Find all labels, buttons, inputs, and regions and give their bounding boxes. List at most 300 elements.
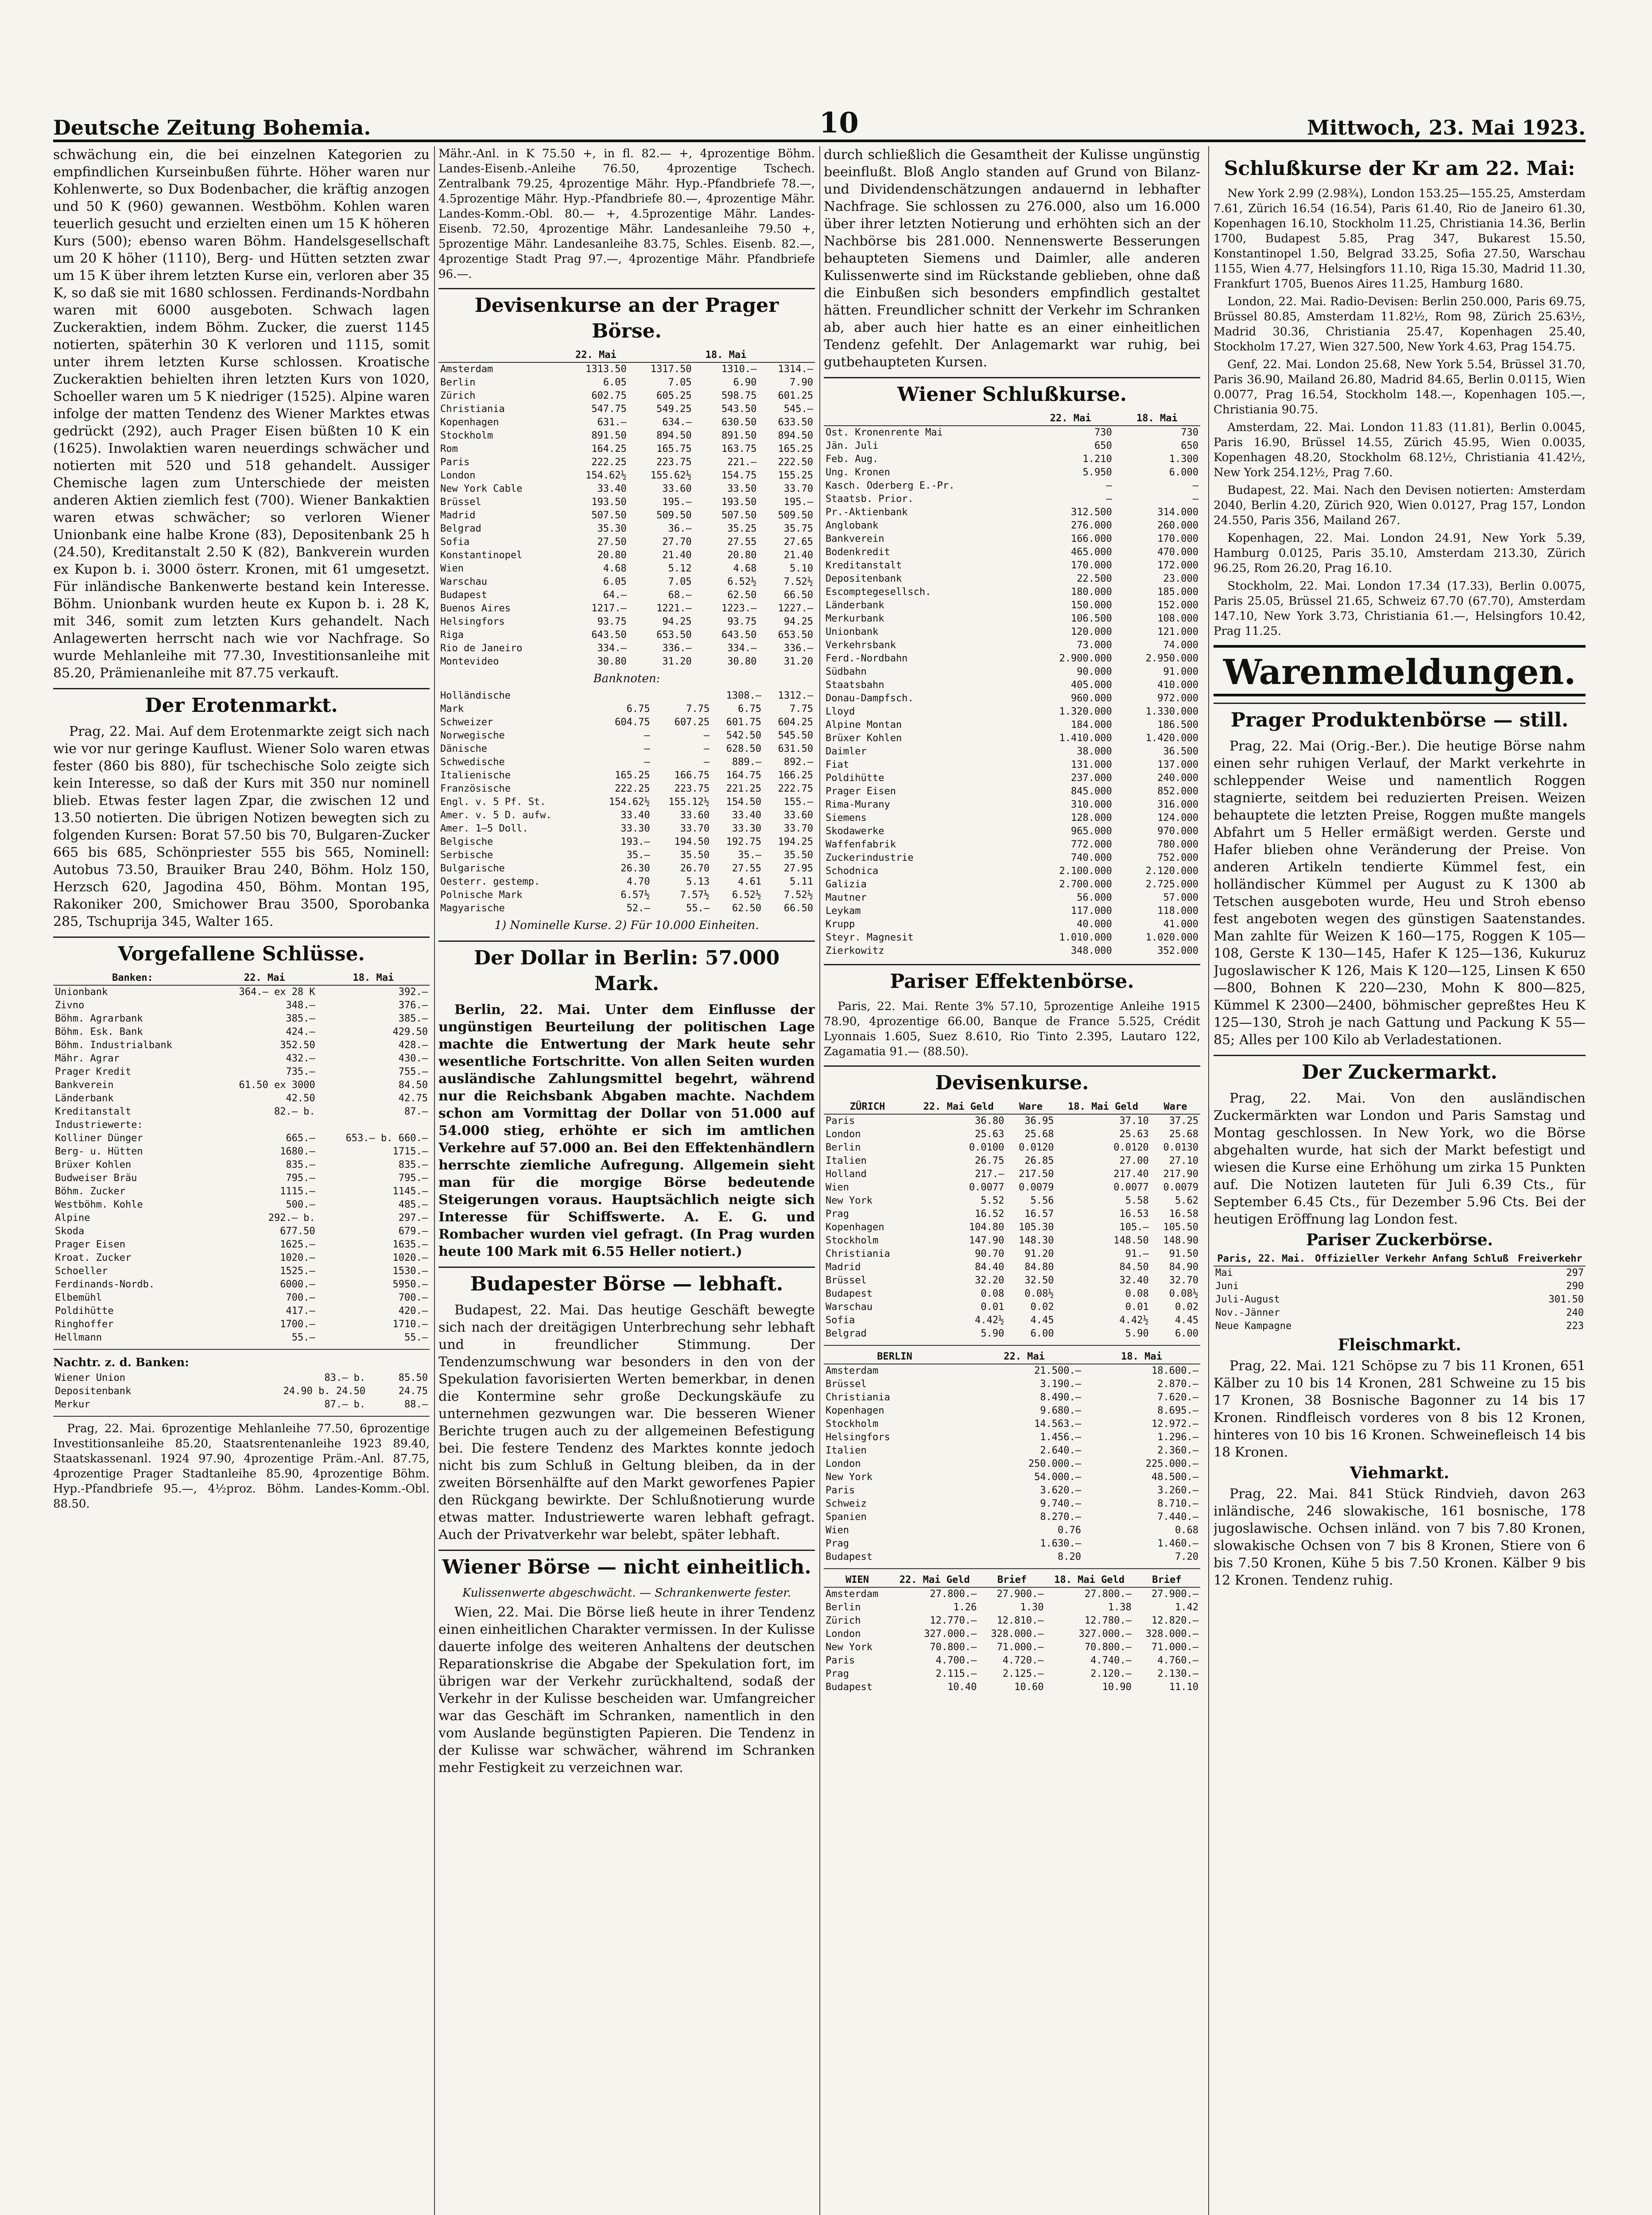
table-cell: Prager Eisen [826,786,896,797]
table-cell: 70.800.— [930,1642,977,1653]
table-cell: — [1106,494,1112,505]
article-text: Budapest, 22. Mai. Das heutige Geschäft bewegte sich nach der dreitägigen Unterbrechung sehr lebhaft und in freundlicher Stimmung. Der Tendenzumschwung war besonders in den von der Spekulation favorisierten Werten bemerkbar, in denen die Kontermine sehr große Deckungskäufe zu unternehmen gezwungen war. Die besseren Wiener Berichte trugen auch zu der allgemeinen Befestigung bei. Die festere Tendenz des Marktes konnte jedoch nicht bis zum Schluß in Geltung bleiben, da in der zweiten Börsenhälfte auf den Markt geworfenes Papier den Rückgang bewirkte. Der Schlußnotierung wurde etwas matter. Industriewerte waren lebhaft gefragt. Auch der Privatverkehr war belebt, später lebhaft. [438,1302,815,1543]
table-cell: 31.20 [783,656,813,667]
table-cell: 62.50 [732,903,762,914]
table-cell: 8.695.— [1157,1405,1198,1416]
table-cell: 16.57 [1024,1209,1054,1220]
table-row [438,362,815,376]
table-cell: Juli-August [1215,1294,1280,1305]
table-cell: 1145.— [392,1186,428,1197]
column-3 [824,146,1200,2215]
table-cell: Ung. Kronen [826,467,890,478]
table-cell: 21.500.— [1034,1365,1082,1376]
table-cell: 20.80 [597,550,627,561]
table-cell: 405.000 [1071,680,1112,691]
table-cell: 2.870.— [1157,1379,1198,1390]
table-cell: 240.000 [1157,773,1198,784]
table-cell: Prag [826,1538,849,1549]
table-cell: 20.80 [727,550,757,561]
table-cell: 432.— [286,1053,315,1064]
table-cell: 6.00 [1030,1328,1054,1339]
table-cell: Staatsb. Prior. [826,494,914,505]
table-cell: 104.80 [969,1222,1004,1233]
table-cell: Poldihütte [55,1306,114,1317]
table-cell: 36.500 [1163,746,1198,757]
table-row [53,1092,430,1105]
table-cell: Hellmann [55,1332,102,1343]
table-cell: 33.70 [783,483,813,494]
table-cell: 0.02 [1030,1302,1054,1313]
table-row [53,1318,430,1331]
table-row [53,1065,430,1079]
table-cell: 154.50 [726,797,762,808]
table-cell: Kopenhagen [826,1222,884,1233]
table-cell: 392.— [398,987,428,998]
table-cell: Unionbank [55,987,108,998]
table-cell: Länderbank [826,600,884,611]
table-cell: 84.40 [975,1262,1004,1273]
table-row [53,1265,430,1278]
table-cell [317,1119,430,1132]
table-cell: 1.300 [1169,454,1198,465]
table-cell: 653.50 [778,630,813,641]
table-cell: 74.000 [1163,640,1198,651]
table-cell: 195.— [662,497,692,508]
table-row [824,944,1200,958]
table-cell: Belgische [440,836,493,847]
table-row [824,719,1200,732]
table-cell: Bodenkredit [826,547,890,558]
table-cell: 84.50 [398,1080,428,1091]
table-cell: 0.01 [981,1302,1004,1313]
divider [824,1568,1200,1569]
table-cell: 57.000 [1163,892,1198,903]
table-cell: 509.50 [778,510,813,521]
table-header-cell: WIEN [824,1574,891,1587]
table-cell: London [826,1129,861,1140]
table-header-cell: Banken: [53,971,212,985]
table-cell: 26.30 [620,863,650,874]
table-cell: 276.000 [1071,520,1112,531]
divider [53,1349,430,1350]
table-cell: 5.62 [1175,1195,1198,1206]
table-header-cell: 18. Mai [317,971,430,985]
table-cell: Serbische [440,850,493,861]
table-cell: 424.— [286,1026,315,1038]
table-cell: 7.75 [790,703,813,715]
table-cell: 1.210 [1082,454,1112,465]
table-cell: 290 [1566,1281,1584,1292]
table-cell: 0.0079 [1163,1182,1198,1193]
table-cell: 772.000 [1071,839,1112,850]
table-cell: Bulgarische [440,863,505,874]
table-cell: Christiania [826,1248,890,1259]
table-cell: 1314.— [778,364,813,375]
table-cell: Zürich [440,390,476,401]
table-cell: 33.30 [620,823,650,834]
table-cell: 543.50 [721,404,757,415]
table-cell: 1525.— [280,1266,315,1277]
table-cell: Zivno [55,1000,85,1011]
table-cell: 650 [1181,440,1198,451]
table-cell: — [1192,480,1198,491]
article-text: durch schließlich die Gesamtheit der Kulisse ungünstig beeinflußt. Bloß Anglo standen auf Grund von Bilanz- und Dividendenschätzungen andauernd in lebhafter Nachfrage. Sie schlossen zu 276.000, also um 16.000 über ihrer letzten Notierung und erhöhten sich an der Nachbörse bis 281.000. Nennenswerte Besserungen behaupteten Siemens und Daimler, alle anderen Kulissenwerte sind im Rückstande geblieben, ohne daß die Einbußen sich besonders empfindlich gestaltet hätten. Freundlicher schnitt der Verkehr im Schranken ab, aber auch hier hatte es an einer einheitlichen Tendenz gefehlt. Der Anlagemarkt war ruhig, bei gutbehaupteten Kursen. [824,147,1200,370]
table-cell: 889.— [732,757,762,768]
table-cell: 84.90 [1169,1262,1198,1273]
table-cell: 1.330.000 [1145,706,1198,717]
table-cell: 2.100.000 [1059,866,1112,877]
table-cell: 430.— [398,1053,428,1064]
table-cell: 5.950 [1082,467,1112,478]
table-cell: Kreditanstalt [826,560,902,571]
table-cell: 2.120.000 [1145,866,1198,877]
table-header-cell: 22. Mai [1028,412,1114,426]
table-cell: 960.000 [1071,693,1112,704]
article-text: New York 2.99 (2.98¾), London 153.25—155.25, Amsterdam 7.61, Zürich 16.54 (16.54), Paris 61.40, Rio de Janeiro 61.30, Kopenhagen 16.10, Stockholm 11.25, Christiania 14.36, Berlin 1700, Budapest 5.85, Prag 347, Bukarest 15.50, Konstantinopel 1.50, Belgrad 33.25, Sofia 27.50, Warschau 1155, Wien 4.77, Helsingfors 11.10, Riga 15.30, Madrid 11.30, Frankfurt 1705, Buenos Aires 11.25, Hamburg 1680. [1214,187,1586,291]
table-cell: Sofia [826,1315,855,1326]
table-cell: 6000.— [280,1279,315,1290]
article-text: Prag, 22. Mai. 121 Schöpse zu 7 bis 11 Kronen, 651 Kälber zu 10 bis 14 Kronen, 281 Schweine zu 15 bis 17 Kronen, 38 Bosnische Bagonner zu 14 bis 17 Kronen. Rindfleisch vorderes von 8 bis 12 Kronen, hinteres von 10 bis 16 Kronen. Schweinefleisch 14 bis 18 Kronen. [1214,1358,1586,1460]
table-cell: 108.000 [1157,613,1198,624]
table-row [824,1194,1200,1208]
table-cell: 6.57½ [620,890,650,901]
table-cell: Amer. v. 5 D. aufw. [440,810,552,821]
table-row [824,1274,1200,1287]
table-row [53,1039,430,1052]
table-cell: Ost. Kronenrente Mai [826,427,943,438]
table-cell: 35.— [738,850,762,861]
table-row [824,1431,1200,1444]
table-cell: 2.725.000 [1145,879,1198,890]
table-cell: 1.460.— [1157,1538,1198,1549]
table-cell: 26.70 [680,863,710,874]
table-cell: 148.50 [1113,1235,1149,1246]
table-cell: 2.360.— [1157,1445,1198,1456]
table-cell: 1.630.— [1040,1538,1082,1549]
table-row [438,689,815,703]
table-cell: 835.— [286,1159,315,1170]
table-cell: Rom [440,443,458,455]
table-cell: Ferd.-Nordbahn [826,653,908,664]
table-cell: 33.70 [783,823,813,834]
table-row [53,1105,430,1119]
table-cell: 37.10 [1119,1115,1149,1127]
table-cell: 82.— b. [274,1106,315,1117]
table-cell: 56.000 [1077,892,1112,903]
table-row [824,559,1200,572]
table-cell: Riga [440,630,464,641]
table-cell: 7.52½ [783,890,813,901]
table-cell: 55.— [291,1332,315,1343]
section-heading: Vorgefallene Schlüsse. [53,937,430,967]
table-header-cell: 18. Mai [1114,412,1200,426]
table-cell: 4.42½ [975,1315,1004,1326]
table-header-cell: Paris, 22. Mai. [1214,1252,1309,1266]
table-row [1214,1280,1586,1293]
table-cell: 633.50 [778,417,813,428]
table-cell: Amer. 1—5 Doll. [440,823,528,834]
table-cell: 193.50 [591,497,627,508]
table-cell: Feb. Aug. [826,454,879,465]
table-cell: 2.115.— [935,1668,977,1679]
table-cell: 549.25 [656,404,692,415]
table-row [824,1327,1200,1341]
section-heading: Devisenkurse. [824,1065,1200,1096]
table-cell: Italienische [440,770,511,781]
table-cell: 8.710.— [1157,1498,1198,1509]
table-cell: Prag [826,1668,849,1679]
table-row [53,1172,430,1185]
table-cell: Daimler [826,746,867,757]
table-cell: Spanien [826,1512,867,1523]
table-row [438,875,815,889]
table-cell: Budapest [440,590,487,601]
table-cell: Amsterdam [826,1365,879,1376]
section-heading: Warenmeldungen. [1214,645,1586,696]
table-row [824,519,1200,532]
table-cell: 16.58 [1169,1209,1198,1220]
table-cell: 32.40 [1119,1275,1149,1286]
table-row [53,1385,430,1398]
table-cell: 27.70 [662,536,692,548]
table-cell: 26.75 [975,1155,1004,1166]
section-heading: Devisenkurse an der Prager Börse. [438,288,815,344]
table-header-cell [628,349,694,362]
table-cell: 27.65 [783,536,813,548]
table-cell: Rio de Janeiro [440,643,523,654]
wien-table [824,1574,1200,1694]
table-cell: 352.000 [1157,945,1198,956]
table-cell: 42.75 [398,1093,428,1104]
table-cell: 602.75 [591,390,627,401]
table-cell: 33.70 [680,823,710,834]
table-header-cell: Ware [1151,1100,1200,1114]
table-cell [652,689,712,703]
table-cell: 0.0077 [1113,1182,1149,1193]
table-cell: 0.68 [1175,1525,1198,1536]
table-cell: 32.20 [975,1275,1004,1286]
article-text: Paris, 22. Mai. Rente 3% 57.10, 5prozentige Anleihe 1915 78.90, 4prozentige 66.00, Banque de France 5.525, Crédit Lyonnais 1.605, Suez 8.610, Rio Tinto 2.395, Lautaro 122, Zagamatia 91.— (88.50). [824,1000,1200,1058]
table-cell: 55.— [404,1332,428,1343]
table-cell: Schoeller [55,1266,108,1277]
table-row [438,782,815,796]
table-cell: 7.20 [1175,1551,1198,1562]
table-row [824,1614,1200,1628]
article-subheading: Kulissenwerte abgeschwächt. — Schrankenwerte fester. [462,1586,791,1600]
table-cell: 1115.— [280,1186,315,1197]
table-header-cell: Offizieller Verkehr Anfang Schluß [1309,1252,1515,1266]
table-row [53,1185,430,1198]
table-cell: 780.000 [1157,839,1198,850]
table-cell: 894.50 [656,430,692,441]
table-cell: Madrid [826,1262,861,1273]
table-cell: 217.— [975,1169,1004,1180]
table-cell: 1715.— [392,1146,428,1157]
table-cell: 91.20 [1024,1248,1054,1259]
table-cell: 93.75 [727,616,757,627]
table-header-cell: ZÜRICH [824,1100,911,1114]
table-row [824,705,1200,719]
table-cell: 328.000.— [1145,1628,1198,1640]
table-cell: 755.— [398,1066,428,1077]
table-cell: 223 [1566,1321,1584,1332]
table-cell: Industriewerte: [55,1119,143,1131]
table-cell: 677.50 [280,1226,315,1237]
table-cell: 4.42½ [1119,1315,1149,1326]
table-cell: Neue Kampagne [1215,1321,1292,1332]
table-row [824,506,1200,519]
table-cell: 36.95 [1024,1115,1054,1127]
table-row [53,1305,430,1318]
table-cell: 25.68 [1024,1129,1054,1140]
table-cell: 64.— [603,590,627,601]
table-header-cell: 18. Mai [1083,1350,1200,1364]
table-cell: 237.000 [1071,773,1112,784]
table-cell: Lloyd [826,706,855,717]
table-cell: Staatsbahn [826,680,884,691]
table-row [824,1654,1200,1667]
table-header-cell [824,412,1028,426]
table-cell: Belgrad [440,523,481,534]
table-row [824,918,1200,931]
table-cell: 27.55 [732,863,762,874]
table-cell: 1.420.000 [1145,733,1198,744]
table-cell: 195.— [783,497,813,508]
table-cell: 184.000 [1071,719,1112,731]
table-cell: 38.000 [1077,746,1112,757]
table-cell: 10.90 [1102,1682,1132,1693]
table-row [53,999,430,1012]
table-cell: 35.75 [783,523,813,534]
table-cell: 5.90 [981,1328,1004,1339]
table-row [53,1198,430,1212]
article-text: Kopenhagen, 22. Mai. London 24.91, New York 5.39, Hamburg 0.0125, Paris 35.10, Amsterdam 213.30, Zürich 96.25, Rom 26.20, Prag 16.10. [1214,532,1586,575]
table-cell: 4.720.— [1002,1655,1044,1666]
table-cell: New York [826,1195,873,1206]
table-cell: Oesterr. gestemp. [440,876,540,887]
table-cell: 700.— [286,1292,315,1303]
table-row [53,985,430,999]
table-row [438,716,815,729]
table-row [824,1378,1200,1391]
table-cell: 628.50 [726,743,762,754]
table-cell: Budapest [826,1551,873,1562]
table-cell: 193.50 [721,497,757,508]
table-cell: 217.40 [1113,1169,1149,1180]
table-cell: 1.410.000 [1059,733,1112,744]
table-cell: Brüssel [826,1379,867,1390]
table-row [438,729,815,742]
table-cell: 507.50 [721,510,757,521]
table-cell: 730 [1181,427,1198,438]
table-cell: 6.05 [603,576,627,587]
table-cell: 7.05 [668,377,692,388]
table-row [824,1181,1200,1194]
table-cell: 155.62½ [650,470,692,481]
table-cell: Böhm. Agrarbank [55,1013,143,1024]
article-text: London, 22. Mai. Radio-Devisen: Berlin 250.000, Paris 69.75, Brüssel 80.85, Amsterdam 11.82½, Rom 98, Zürich 25.63½, Madrid 30.36, Christiania 25.47, Kopenhagen 25.40, Stockholm 17.27, Wien 327.500, New York 4.63, Prag 154.75. [1214,295,1586,354]
table-cell: 352.50 [280,1040,315,1051]
table-cell: Wiener Union [55,1372,125,1383]
table-cell: Leykam [826,905,861,917]
table-row [824,825,1200,838]
table-row [824,1681,1200,1694]
table-row [1214,1320,1586,1333]
table-cell: 835.— [398,1159,428,1170]
table-cell: 4.740.— [1090,1655,1132,1666]
table-row [438,862,815,875]
table-cell: Alpine [55,1212,90,1224]
table-cell: Poldihütte [826,773,884,784]
table-cell: Kopenhagen [440,417,499,428]
table-cell: 852.000 [1157,786,1198,797]
table-cell: 420.— [398,1306,428,1317]
table-cell: 154.62½ [586,470,627,481]
table-cell: 27.900.— [997,1589,1044,1600]
section-heading: Der Dollar in Berlin: 57.000 Mark. [438,940,815,997]
table-row [438,522,815,536]
table-cell: 643.50 [721,630,757,641]
table-cell: 6.52½ [727,576,757,587]
table-cell: 297 [1566,1267,1584,1278]
table-cell: Wien [826,1525,849,1536]
table-cell: Belgrad [826,1328,867,1339]
table-row [438,835,815,849]
table-row [438,469,815,482]
table-row [824,652,1200,665]
table-cell: 73.000 [1077,640,1112,651]
table-cell: 650 [1094,440,1112,451]
table-cell: 1635.— [392,1239,428,1250]
table-row [824,1141,1200,1154]
table-cell: 90.70 [975,1248,1004,1259]
table-cell: Unionbank [826,626,879,637]
table-cell: 735.— [286,1066,315,1077]
table-cell: 166.25 [778,770,813,781]
berlin-table [824,1350,1200,1564]
table-cell: 154.75 [721,470,757,481]
table-cell: 334.— [727,643,757,654]
table-cell: Budapest [826,1682,873,1693]
table-cell: 7.52½ [783,576,813,587]
table-cell: 32.70 [1169,1275,1198,1286]
table-cell: 155.— [783,797,813,808]
table-row [824,1444,1200,1457]
table-row [824,599,1200,612]
table-row [53,1291,430,1305]
table-cell: Budapest [826,1288,873,1299]
table-cell: 27.10 [1169,1155,1198,1166]
table-cell: 1625.— [280,1239,315,1250]
table-row [438,403,815,416]
table-cell: 1223.— [721,603,757,614]
table-cell: 221.— [727,457,757,468]
table-cell: Depositenbank [55,1386,132,1397]
table-cell: 155.25 [778,470,813,481]
table-cell: Paris [440,457,470,468]
pariser-zucker-table [1214,1252,1586,1333]
table-header-cell: BERLIN [824,1350,966,1364]
table-cell [1309,1320,1515,1333]
table-cell: 41.000 [1163,919,1198,930]
table-cell: Böhm. Industrialbank [55,1040,172,1051]
section-heading: Pariser Effektenbörse. [824,964,1200,995]
table-row [824,1667,1200,1681]
article-text: Amsterdam, 22. Mai. London 11.83 (11.81), Berlin 0.0045, Paris 16.90, Brüssel 14.55, Zürich 45.95, Wien 0.0035, Kopenhagen 48.20, Stockholm 68.12½, Christiania 41.42½, New York 254.12½, Prag 7.60. [1214,421,1586,479]
table-cell: 4.70 [626,876,650,887]
table-cell: Fiat [826,759,849,770]
table-row [824,878,1200,891]
